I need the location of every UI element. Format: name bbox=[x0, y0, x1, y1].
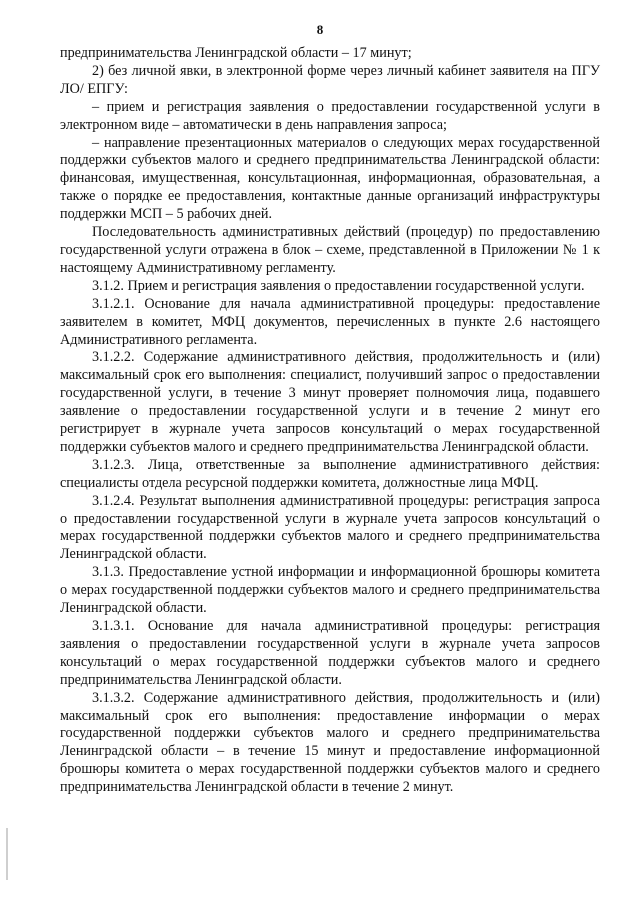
section-3-1-2-4: 3.1.2.4. Результат выполнения административной процедуры: регистрация запроса о предоставлении государственной услуги в журнале учета запросов консультаций о мерах государственной поддержки субъектов малого и среднего предпринимательства Ленинградской области. bbox=[60, 492, 600, 563]
section-3-1-2-1: 3.1.2.1. Основание для начала административной процедуры: предоставление заявителем в комитет, МФЦ документов, перечисленных в пункте 2.6 настоящего Административного регламента. bbox=[60, 295, 600, 348]
paragraph-4: – направление презентационных материалов о следующих мерах государственной поддержки субъектов малого и среднего предпринимательства Ленинградской области: финансовая, имущественная, консультационная, информационная, образовательная, а также о порядке ее предоставления, контактные данные организаций инфраструктуры поддержки МСП – 5 рабочих дней. bbox=[60, 134, 600, 223]
section-3-1-2: 3.1.2. Прием и регистрация заявления о предоставлении государственной услуги. bbox=[92, 277, 585, 294]
section-3-1-3-1: 3.1.3.1. Основание для начала административной процедуры: регистрация заявления о предоставлении государственной услуги в журнале учета запросов консультаций о мерах государственной поддержки субъектов малого и среднего предпринимательства Ленинградской области. bbox=[60, 618, 600, 688]
section-3-1-2-2: 3.1.2.2. Содержание административного действия, продолжительность и (или) максимальный срок его выполнения: специалист, получивший запрос о предоставлении государственной услуги, в течение 3 минут проверяет полномочия лица, подавшего заявление о предоставлении государственной услуги и в течение 2 минут его регистрирует в журнале учета запросов консультаций о мерах государственной поддержки субъектов малого и среднего предпринимательства Ленинградской области. bbox=[60, 349, 600, 455]
paragraph-5: Последовательность административных действий (процедур) по предоставлению государственной услуги отражена в блок – схеме, представленной в Приложении № 1 к настоящему Административному регламенту. bbox=[60, 224, 600, 276]
paragraph-2: 2) без личной явки, в электронной форме через личный кабинет заявителя на ПГУ ЛО/ ЕПГУ: bbox=[60, 62, 600, 97]
paragraph-3: – прием и регистрация заявления о предоставлении государственной услуги в электронном виде – автоматически в день направления запроса; bbox=[60, 98, 600, 133]
scan-edge-mark bbox=[6, 828, 8, 880]
section-3-1-3-2: 3.1.3.2. Содержание административного действия, продолжительность и (или) максимальный срок его выполнения: предоставление информации о мерах государственной поддержки субъектов малого и среднего предпринимательства Ленинградской области – в течение 15 минут и предоставление информационной брошюры комитета о мерах государственной поддержки субъектов малого и среднего предпринимательства Ленинградской области в течение 2 минут. bbox=[60, 689, 600, 796]
section-3-1-2-3: 3.1.2.3. Лица, ответственные за выполнение административного действия: специалисты отдела ресурсной поддержки комитета, должностные лица МФЦ. bbox=[60, 456, 600, 491]
paragraph-1: предпринимательства Ленинградской области – 17 минут; bbox=[60, 45, 412, 61]
document-body bbox=[60, 45, 600, 797]
page-number: 8 bbox=[316, 22, 324, 37]
section-3-1-3: 3.1.3. Предоставление устной информации и информационной брошюры комитета о мерах государственной поддержки субъектов малого и среднего предпринимательства Ленинградской области. bbox=[60, 564, 600, 617]
